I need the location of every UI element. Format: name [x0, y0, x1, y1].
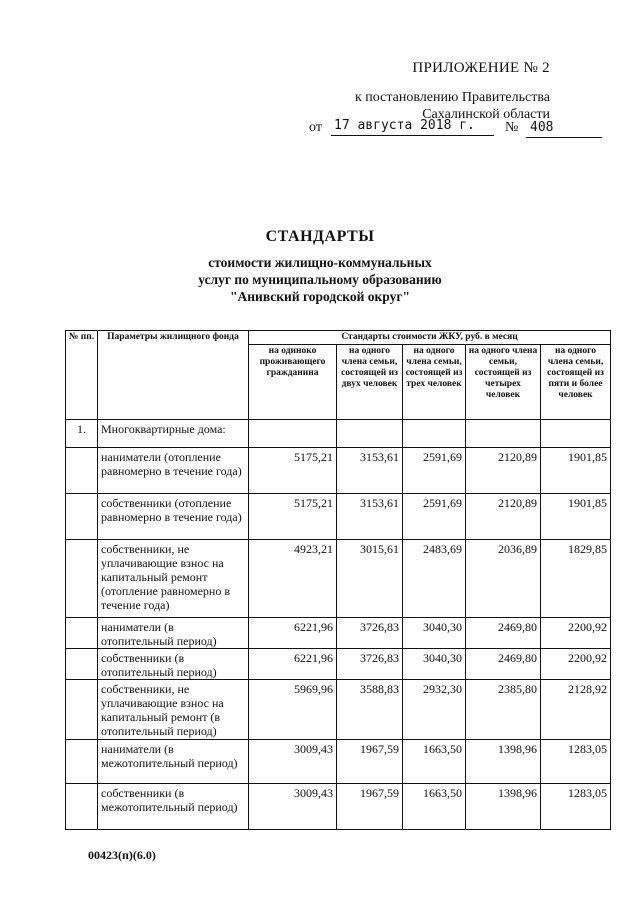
appendix-title: ПРИЛОЖЕНИЕ № 2: [412, 60, 550, 76]
row-value-col-2: 3726,83: [337, 649, 403, 680]
row-value-col-4: 2469,80: [466, 618, 541, 649]
appendix-date-line: [300, 118, 600, 138]
row-value-col-5: 1829,85: [541, 540, 611, 618]
row-value-col-3: 2591,69: [403, 448, 466, 494]
header-col-2: на одного члена семьи, состоящей из двух человек: [337, 345, 403, 420]
row-value-col-2: 3588,83: [337, 680, 403, 740]
row-value-col-4: 2469,80: [466, 649, 541, 680]
appendix-line-2: Сахалинской области: [422, 107, 550, 122]
header-col-3: на одного члена семьи, состоящей из трех человек: [403, 345, 466, 420]
row-param: собственники, не уплачивающие взнос на капитальный ремонт (отопление равномерно в течение года): [98, 540, 249, 618]
standards-table: [65, 330, 611, 830]
row-value-col-4: 2036,89: [466, 540, 541, 618]
row-value-col-1: 6221,96: [249, 649, 337, 680]
row-value-col-3: 2483,69: [403, 540, 466, 618]
row-value-col-4: 2120,89: [466, 448, 541, 494]
row-value-col-5: 1901,85: [541, 494, 611, 540]
row-param: собственники (отопление равномерно в течение года): [98, 494, 249, 540]
row-index-cell: [66, 494, 98, 540]
row-param: собственники, не уплачивающие взнос на капитальный ремонт (в отопительный период): [98, 680, 249, 740]
row-param: собственники (в отопительный период): [98, 649, 249, 680]
table-row: [66, 740, 611, 784]
row-value-col-3: 3040,30: [403, 618, 466, 649]
row-index-cell: [66, 784, 98, 830]
row-value-col-3: 2591,69: [403, 494, 466, 540]
row-value-col-4: 1398,96: [466, 784, 541, 830]
row-index-cell: [66, 448, 98, 494]
row-index-cell: [66, 680, 98, 740]
number-sign: №: [505, 120, 519, 135]
row-value-col-5: 1283,05: [541, 784, 611, 830]
document-title: СТАНДАРТЫ: [265, 228, 375, 245]
section-label: Многоквартирные дома:: [98, 420, 249, 448]
appendix-line-1: к постановлению Правительства: [354, 90, 550, 105]
table-row: [66, 448, 611, 494]
row-value-col-1: 5969,96: [249, 680, 337, 740]
row-value-col-5: 2200,92: [541, 618, 611, 649]
date-prefix: от: [309, 120, 322, 135]
row-value-col-1: 5175,21: [249, 494, 337, 540]
header-col-4: на одного члена семьи, состоящей из четырех человек: [466, 345, 541, 420]
table-row: [66, 540, 611, 618]
row-value-col-3: 1663,50: [403, 784, 466, 830]
header-group: Стандарты стоимости ЖКУ, руб. в месяц: [249, 331, 611, 345]
row-value-col-4: 1398,96: [466, 740, 541, 784]
header-param: Параметры жилищного фонда: [98, 331, 249, 420]
row-index-cell: [66, 540, 98, 618]
row-value-col-2: 3015,61: [337, 540, 403, 618]
row-value-col-2: 3153,61: [337, 494, 403, 540]
table-row: [66, 784, 611, 830]
decree-number: 408: [526, 120, 602, 138]
document-subtitle-3: "Анивский городской округ": [230, 289, 410, 304]
header-col-1: на одиноко проживающего гражданина: [249, 345, 337, 420]
row-value-col-1: 4923,21: [249, 540, 337, 618]
row-index-cell: [66, 618, 98, 649]
row-value-col-5: 1283,05: [541, 740, 611, 784]
row-value-col-2: 1967,59: [337, 740, 403, 784]
row-value-col-3: 3040,30: [403, 649, 466, 680]
row-value-col-1: 6221,96: [249, 618, 337, 649]
table-row: [66, 618, 611, 649]
row-index-cell: [66, 740, 98, 784]
document-subtitle-2: услуг по муниципальному образованию: [198, 272, 442, 287]
table-row: [66, 649, 611, 680]
footer-code: 00423(п)(6.0): [88, 848, 156, 862]
row-value-col-4: 2385,80: [466, 680, 541, 740]
row-value-col-2: 3153,61: [337, 448, 403, 494]
row-value-col-1: 3009,43: [249, 784, 337, 830]
section-row: [66, 420, 611, 448]
row-value-col-2: 3726,83: [337, 618, 403, 649]
table-header-row: [66, 331, 611, 345]
row-value-col-3: 2932,30: [403, 680, 466, 740]
row-value-col-5: 1901,85: [541, 448, 611, 494]
row-value-col-5: 2128,92: [541, 680, 611, 740]
row-value-col-4: 2120,89: [466, 494, 541, 540]
section-index: 1.: [66, 420, 98, 448]
row-index-cell: [66, 649, 98, 680]
row-param: наниматели (отопление равномерно в течение года): [98, 448, 249, 494]
header-col-5: на одного члена семьи, состоящей из пяти и более человек: [541, 345, 611, 420]
row-value-col-2: 1967,59: [337, 784, 403, 830]
decree-date: 17 августа 2018 г.: [331, 118, 494, 136]
table-row: [66, 494, 611, 540]
row-value-col-1: 3009,43: [249, 740, 337, 784]
row-param: собственники (в межотопительный период): [98, 784, 249, 830]
row-param: наниматели (в отопительный период): [98, 618, 249, 649]
row-value-col-5: 2200,92: [541, 649, 611, 680]
row-value-col-1: 5175,21: [249, 448, 337, 494]
header-num: № пп.: [66, 331, 98, 420]
document-title-block: [150, 228, 490, 305]
appendix-header: [300, 60, 550, 123]
row-param: наниматели (в межотопительный период): [98, 740, 249, 784]
row-value-col-3: 1663,50: [403, 740, 466, 784]
table-row: [66, 680, 611, 740]
document-subtitle-1: стоимости жилищно-коммунальных: [208, 255, 432, 270]
